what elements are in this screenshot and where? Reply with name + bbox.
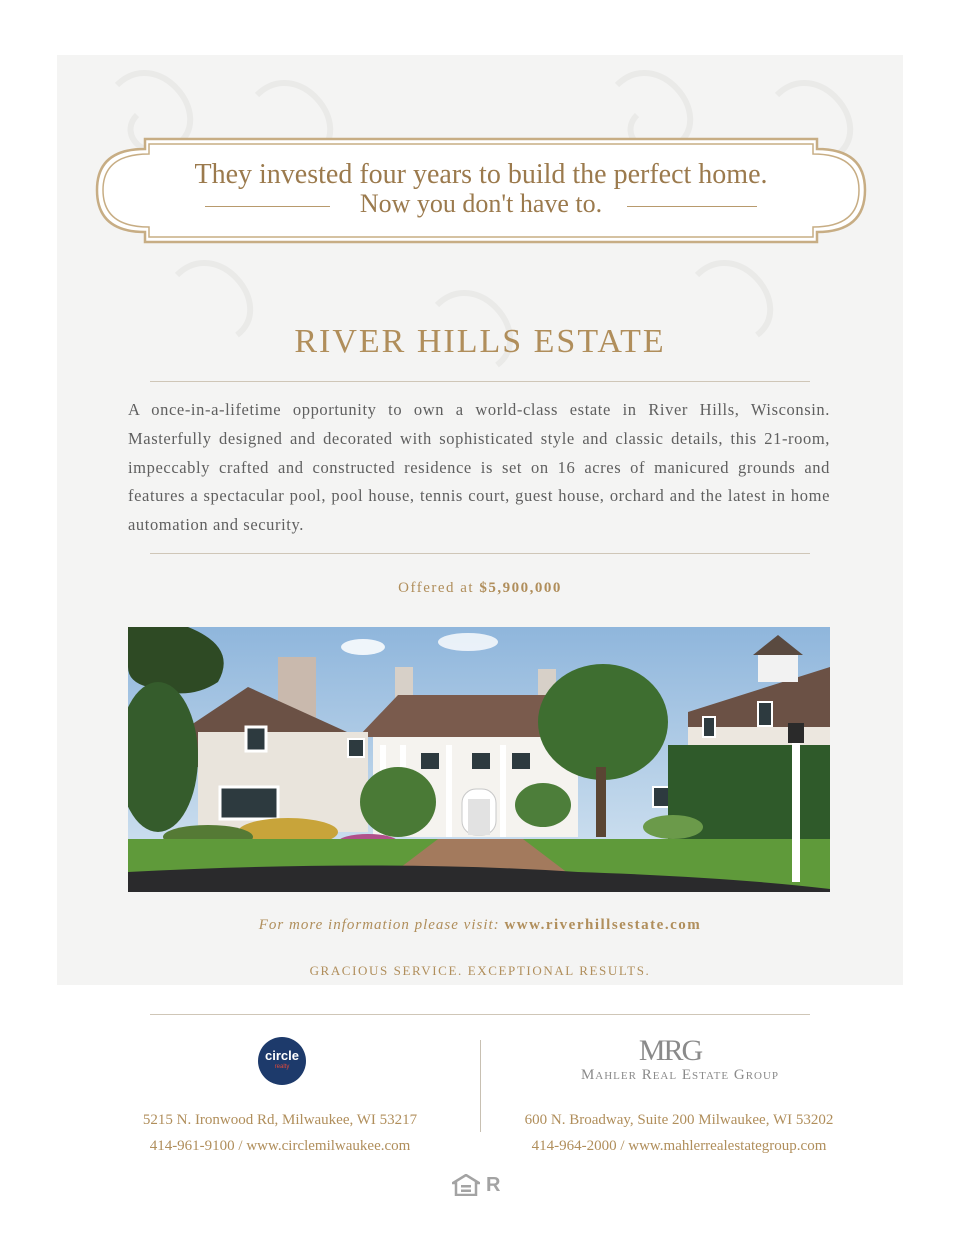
website-link[interactable]: www.riverhillsestate.com bbox=[504, 917, 702, 933]
more-info-line bbox=[0, 917, 960, 934]
equal-housing-icon bbox=[452, 1174, 480, 1196]
circle-realty-logo bbox=[258, 1037, 306, 1085]
mrg-company-name: Mahler Real Estate Group bbox=[580, 1067, 780, 1083]
broker-divider bbox=[480, 1040, 481, 1132]
price: $5,900,000 bbox=[479, 580, 562, 596]
headline-rule-right bbox=[627, 206, 757, 207]
description-divider bbox=[150, 553, 810, 554]
price-line bbox=[0, 580, 960, 597]
circle-contact[interactable]: 414-961-9100 / www.circlemilwaukee.com bbox=[149, 1138, 411, 1154]
estate-photo bbox=[128, 627, 830, 892]
headline-line-1: They invested four years to build the perfect home. bbox=[194, 159, 768, 190]
visit-label: For more information please visit: bbox=[258, 917, 500, 933]
title-divider bbox=[150, 381, 810, 382]
circle-logo-sub: realty bbox=[274, 1064, 290, 1070]
footer-divider bbox=[150, 1014, 810, 1015]
realtor-icon: R bbox=[486, 1174, 501, 1196]
mrg-address: 600 N. Broadway, Suite 200 Milwaukee, WI 53202 bbox=[524, 1112, 834, 1128]
circle-address: 5215 N. Ironwood Rd, Milwaukee, WI 53217 bbox=[142, 1112, 418, 1128]
property-title: RIVER HILLS ESTATE bbox=[294, 323, 666, 360]
tagline: GRACIOUS SERVICE. EXCEPTIONAL RESULTS. bbox=[309, 963, 651, 978]
offer-label: Offered at bbox=[398, 580, 475, 596]
headline-line-2: Now you don't have to. bbox=[359, 189, 603, 218]
mrg-logo: MRG bbox=[638, 1034, 702, 1067]
mrg-contact[interactable]: 414-964-2000 / www.mahlerrealestategroup.com bbox=[531, 1138, 827, 1154]
property-description: A once-in-a-lifetime opportunity to own a world-class estate in River Hills, Wisconsin. Masterfully designed and decorated with sophisticated style and classic details, this 21-room, impeccably crafted and constructed residence is set on 16 acres of manicured grounds and features a spectacular pool, pool house, tennis court, guest house, orchard and the latest in home automation and security. bbox=[128, 400, 830, 535]
circle-logo-word: circle bbox=[265, 1048, 299, 1063]
